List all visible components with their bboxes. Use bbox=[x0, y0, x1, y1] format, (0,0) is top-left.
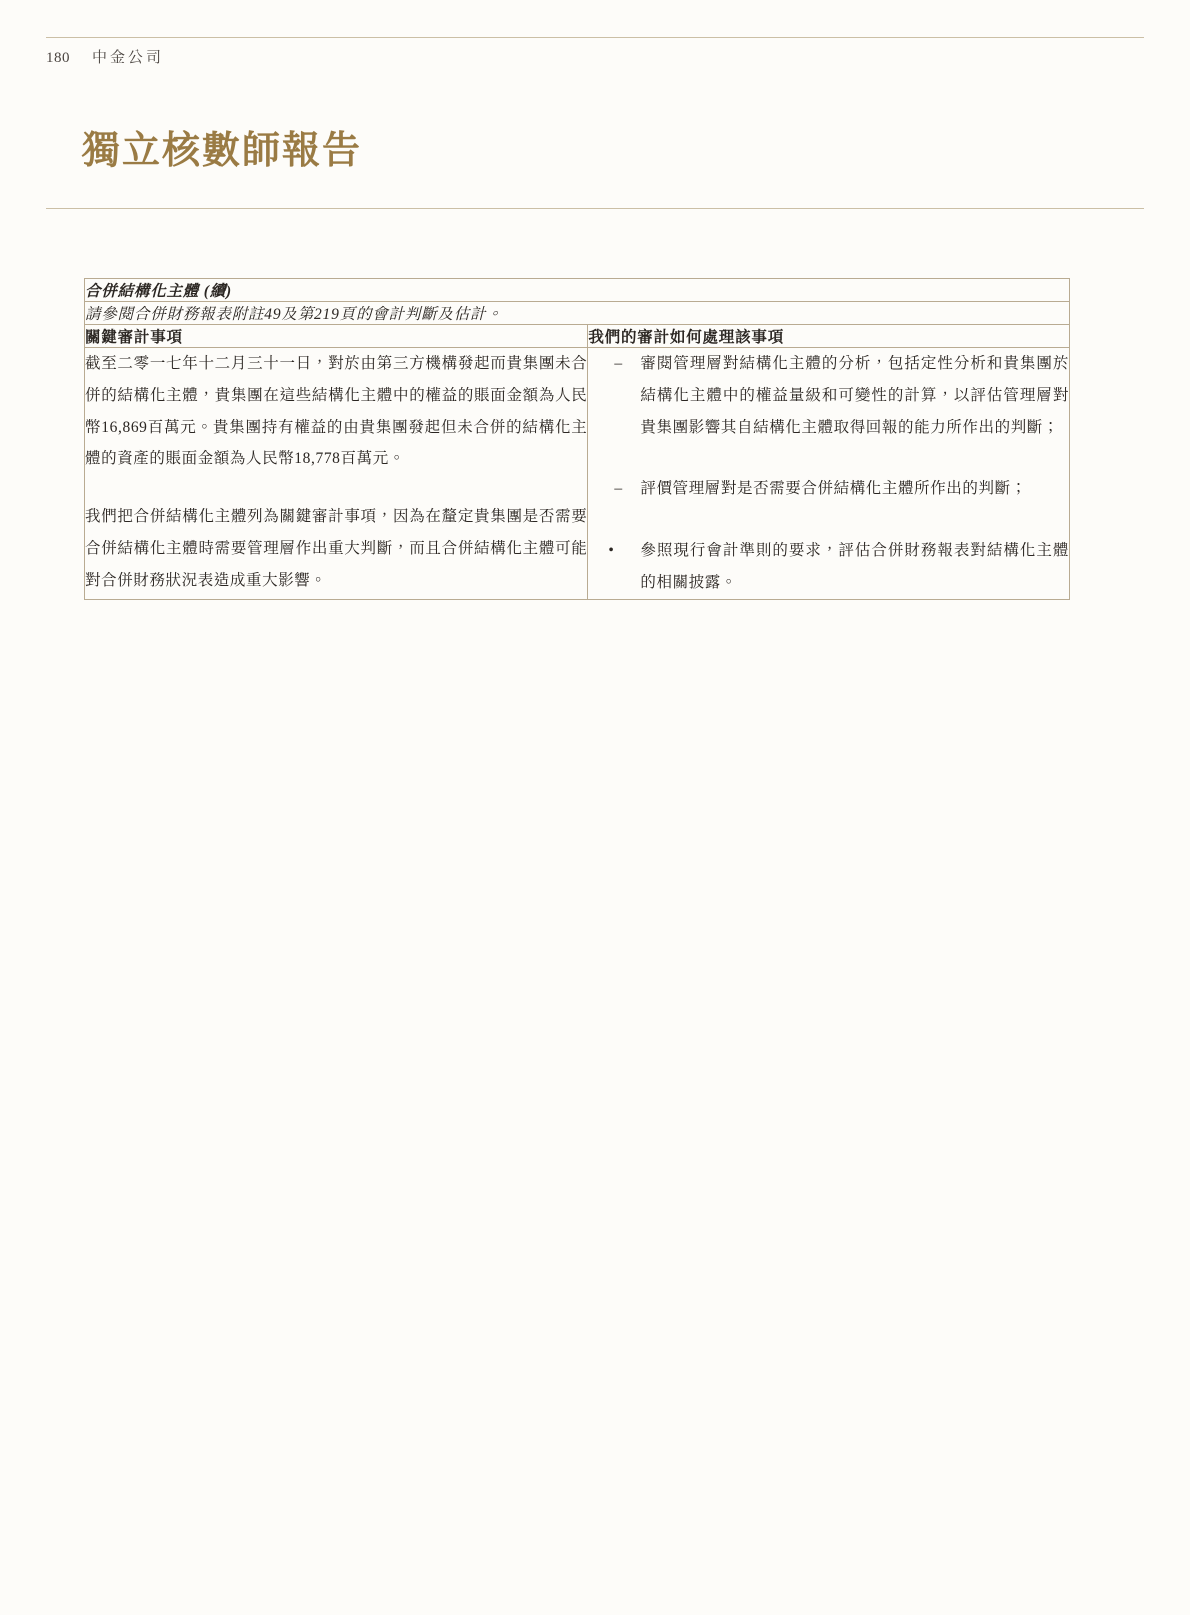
procedure-text: 參照現行會計準則的要求，評估合併財務報表對結構化主體的相關披露。 bbox=[640, 542, 1069, 591]
kam-paragraph-2: 我們把合併結構化主體列為關鍵審計事項，因為在釐定貴集團是否需要合併結構化主體時需要管理層作出重大判斷，而且合併結構化主體可能對合併財務狀況表造成重大影響。 bbox=[85, 508, 588, 589]
list-item bbox=[588, 535, 1069, 599]
title-divider bbox=[46, 208, 1144, 209]
table-row-content bbox=[85, 348, 1070, 600]
column-header-key-audit-matter: 關鍵審計事項 bbox=[85, 325, 588, 348]
table-row-section-heading bbox=[85, 279, 1070, 302]
table-row-reference bbox=[85, 302, 1070, 325]
procedure-list bbox=[588, 348, 1069, 599]
list-item bbox=[588, 348, 1069, 443]
dash-marker-icon: – bbox=[614, 480, 623, 498]
table-row-column-headers bbox=[85, 325, 1070, 348]
page-title: 獨立核數師報告 bbox=[82, 130, 363, 172]
procedure-text: 審閱管理層對結構化主體的分析，包括定性分析和貴集團於結構化主體中的權益量級和可變性的計算，以評估管理層對貴集團影響其自結構化主體取得回報的能力所作出的判斷； bbox=[640, 355, 1069, 436]
title-block bbox=[46, 128, 1144, 176]
list-item bbox=[588, 473, 1069, 505]
audit-response-cell bbox=[588, 348, 1070, 600]
procedure-text: 評價管理層對是否需要合併結構化主體所作出的判斷； bbox=[640, 480, 1027, 498]
reference-note: 請參閱合併財務報表附註49及第219頁的會計判斷及估計。 bbox=[85, 302, 1070, 325]
section-heading: 合併結構化主體 (續) bbox=[85, 279, 1070, 302]
column-header-audit-response: 我們的審計如何處理該事項 bbox=[588, 325, 1070, 348]
page-header bbox=[46, 46, 164, 67]
organization-name: 中金公司 bbox=[92, 50, 165, 66]
page-number: 180 bbox=[46, 50, 70, 66]
bullet-marker-icon: • bbox=[608, 542, 615, 560]
key-audit-matters-table bbox=[84, 278, 1070, 600]
header-divider bbox=[46, 37, 1144, 38]
kam-paragraph-1: 截至二零一七年十二月三十一日，對於由第三方機構發起而貴集團未合併的結構化主體，貴集團在這些結構化主體中的權益的賬面金額為人民幣16,869百萬元。貴集團持有權益的由貴集團發起但未合併的結構化主體的資產的賬面金額為人民幣18,778百萬元。 bbox=[85, 355, 588, 468]
key-audit-matter-cell bbox=[85, 348, 588, 600]
dash-marker-icon: – bbox=[614, 355, 623, 372]
